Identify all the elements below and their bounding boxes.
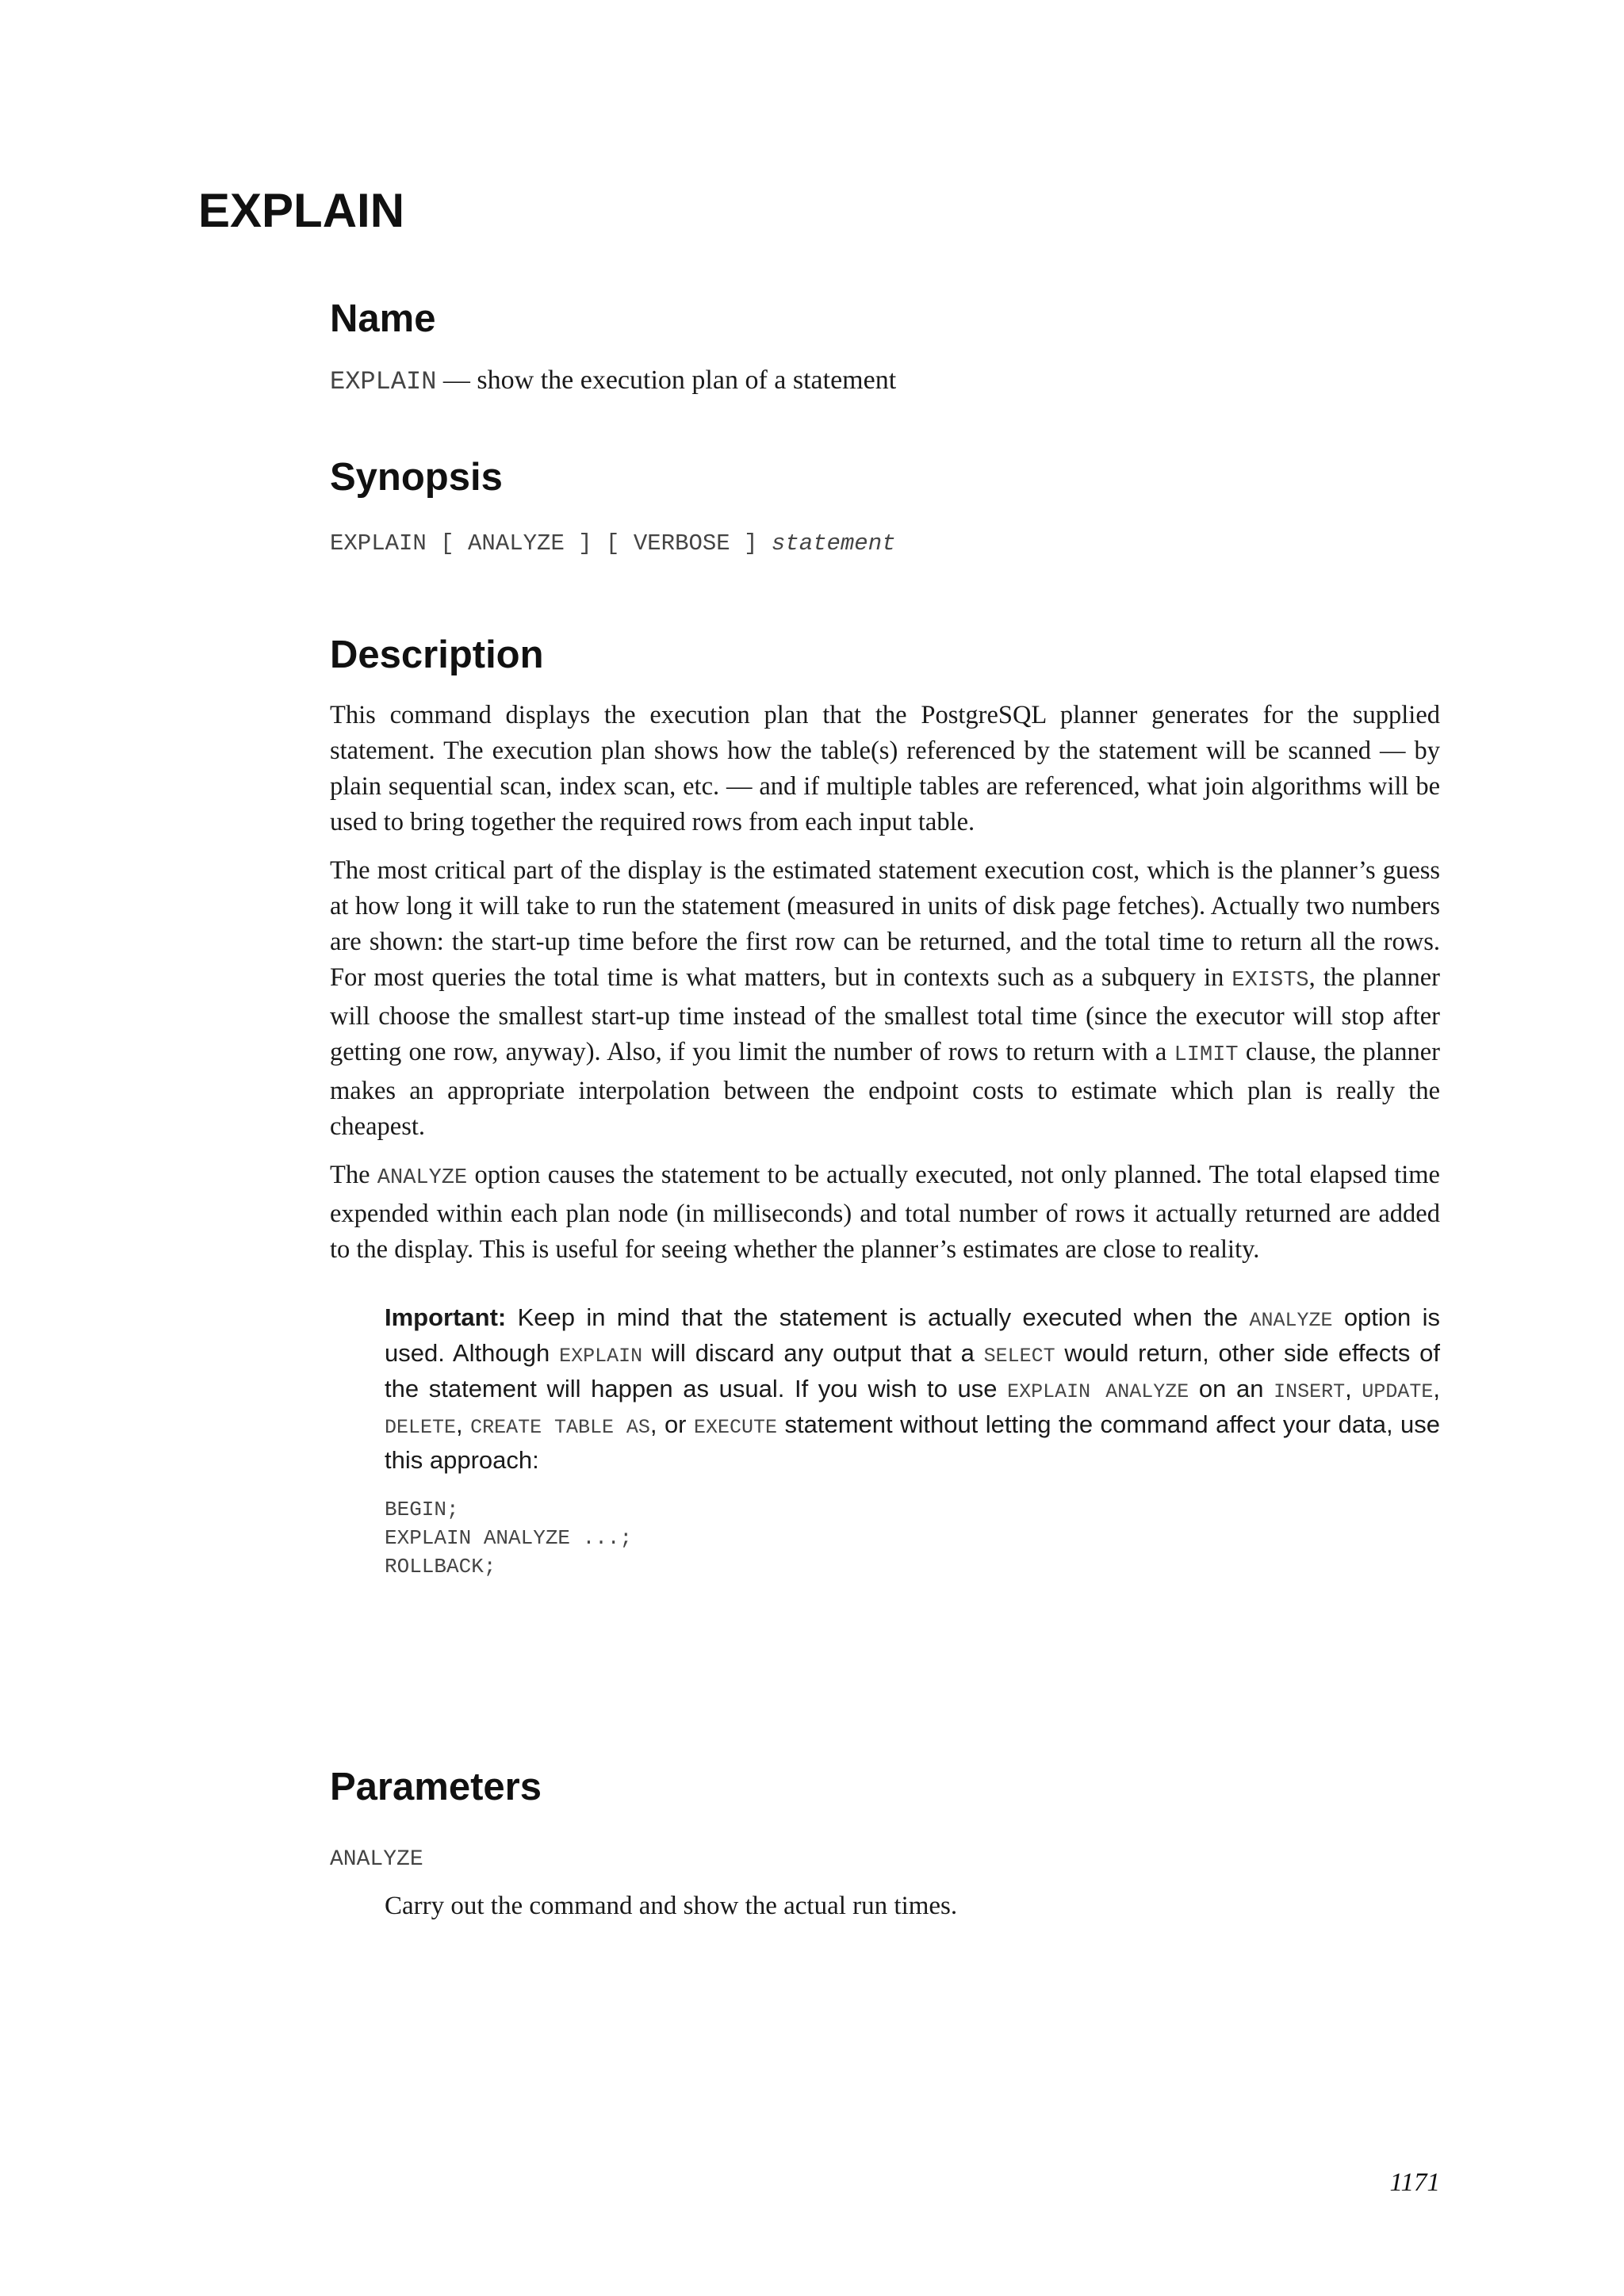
text-run: , — [1433, 1375, 1440, 1402]
text-run: Keep in mind that the statement is actually executed when the — [506, 1303, 1250, 1331]
description-paragraph-3 — [330, 1158, 1440, 1268]
important-note — [385, 1301, 1440, 1476]
text-run: would return, other side effects of the statement will happen as usual. If you wish to use — [385, 1339, 1440, 1402]
text-run: , — [1345, 1375, 1362, 1402]
description-paragraph-2 — [330, 853, 1440, 1145]
inline-code: EXPLAIN — [559, 1345, 643, 1368]
text-run: , the planner will choose the smallest start-up time instead of the smallest total time (since the executor will stop after getting one row, anyway). Also, if you limit the number of rows to return with a — [330, 963, 1440, 1066]
inline-code: EXISTS — [1231, 969, 1309, 993]
text-run: The — [330, 1161, 377, 1189]
text-run: option is used. Although — [385, 1303, 1441, 1367]
parameter-term: ANALYZE — [330, 1847, 423, 1872]
inline-code: DELETE — [385, 1416, 457, 1439]
section-heading-name: Name — [330, 297, 436, 340]
inline-code: INSERT — [1274, 1380, 1346, 1403]
code-example — [385, 1495, 1440, 1581]
text-run: statement without letting the command affect your data, use this approach: — [385, 1410, 1441, 1474]
text-run: option causes the statement to be actually executed, not only planned. The total elapsed time expended within each plan node (in milliseconds) and total number of rows it actually returned are added to the display. This is useful for seeing whether the planner’s estimates are close to reality. — [330, 1161, 1440, 1264]
note-label: Important: — [385, 1303, 507, 1331]
code-line: ROLLBACK; — [385, 1555, 496, 1578]
section-parameters — [330, 1762, 1440, 1923]
text-run: clause, the planner makes an appropriate interpolation between the endpoint costs to estimate which plan is really the cheapest. — [330, 1038, 1441, 1141]
code-line: BEGIN; — [385, 1498, 459, 1521]
main-content — [330, 293, 1440, 1923]
text-run: , or — [649, 1410, 694, 1438]
name-line — [330, 363, 1440, 400]
synopsis-syntax — [330, 528, 1440, 560]
section-heading-synopsis: Synopsis — [330, 456, 503, 499]
inline-code: LIMIT — [1174, 1043, 1239, 1067]
page-number: 1171 — [1389, 2168, 1440, 2197]
parameter-definition: Carry out the command and show the actual run times. — [385, 1892, 958, 1920]
section-description — [330, 629, 1440, 1581]
inline-code: EXPLAIN ANALYZE — [1007, 1380, 1189, 1403]
code-line: EXPLAIN ANALYZE ...; — [385, 1526, 633, 1550]
description-paragraph-1: This command displays the execution plan that the PostgreSQL planner generates for the supplied statement. The execution plan shows how the table(s) referenced by the statement will be scanned — by plain sequential scan, index scan, etc. — and if multiple tables are referenced, what join algorithms will be used to bring together the required rows from each input table. — [330, 701, 1440, 836]
section-heading-parameters: Parameters — [330, 1766, 542, 1808]
command-summary: — show the execution plan of a statement — [436, 365, 897, 395]
inline-code: ANALYZE — [377, 1166, 468, 1190]
synopsis-placeholder: statement — [771, 530, 896, 557]
section-name — [330, 293, 1440, 400]
text-run: on an — [1189, 1375, 1274, 1402]
section-heading-description: Description — [330, 633, 544, 676]
inline-code: ANALYZE — [1249, 1309, 1333, 1332]
synopsis-text: EXPLAIN [ ANALYZE ] [ VERBOSE ] — [330, 530, 772, 557]
inline-code: UPDATE — [1362, 1380, 1434, 1403]
page-title: EXPLAIN — [198, 184, 405, 237]
inline-code: EXECUTE — [693, 1416, 778, 1439]
section-synopsis — [330, 452, 1440, 560]
text-run: The most critical part of the display is the estimated statement execution cost, which is the planner’s guess at how long it will take to run the statement (measured in units of disk page fetches). Actually two numbers are shown: the start-up time before the first row can be returned, and the total time to return all the rows. For most queries the total time is what matters, but in contexts such as a subquery in — [330, 856, 1440, 992]
text-run: , — [456, 1410, 471, 1438]
text-run: will discard any output that a — [642, 1339, 984, 1367]
command-name: EXPLAIN — [330, 367, 437, 396]
inline-code: SELECT — [983, 1345, 1055, 1368]
inline-code: CREATE TABLE AS — [470, 1416, 650, 1439]
